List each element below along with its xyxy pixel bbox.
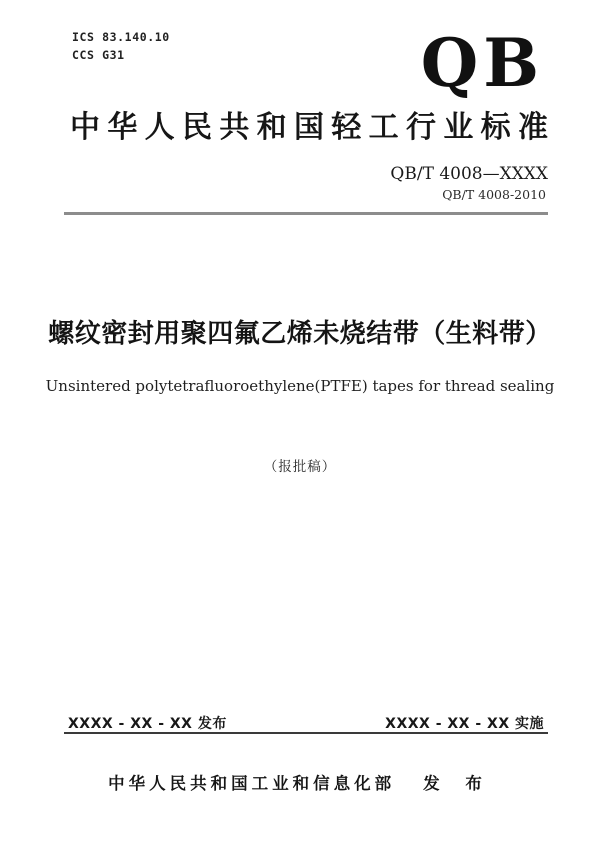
ccs-code: CCS G31 bbox=[72, 48, 125, 62]
publish-label: 发 布 bbox=[423, 774, 492, 793]
document-title-english: Unsintered polytetrafluoroethylene(PTFE) tapes for thread sealing bbox=[45, 377, 555, 395]
classification-codes bbox=[72, 28, 170, 64]
standard-body-title: 中华人民共和国轻工行业标准 bbox=[70, 110, 548, 145]
replaced-standard-number: QB/T 4008-2010 bbox=[442, 187, 546, 202]
standard-number: QB/T 4008—XXXX bbox=[390, 164, 548, 184]
implementation-date: XXXX - XX - XX 实施 bbox=[385, 716, 544, 732]
draft-status-note: （报批稿） bbox=[263, 459, 337, 475]
ics-code: ICS 83.140.10 bbox=[72, 30, 170, 44]
dates-row bbox=[68, 713, 544, 733]
header-divider-rule bbox=[64, 212, 548, 215]
publisher-row bbox=[0, 770, 600, 794]
qb-logo: QB bbox=[420, 24, 544, 102]
document-title-chinese: 螺纹密封用聚四氟乙烯未烧结带（生料带） bbox=[48, 319, 552, 349]
issue-date: XXXX - XX - XX 发布 bbox=[68, 716, 227, 732]
publisher-name: 中华人民共和国工业和信息化部 bbox=[108, 774, 396, 793]
footer-divider-rule bbox=[64, 732, 548, 734]
